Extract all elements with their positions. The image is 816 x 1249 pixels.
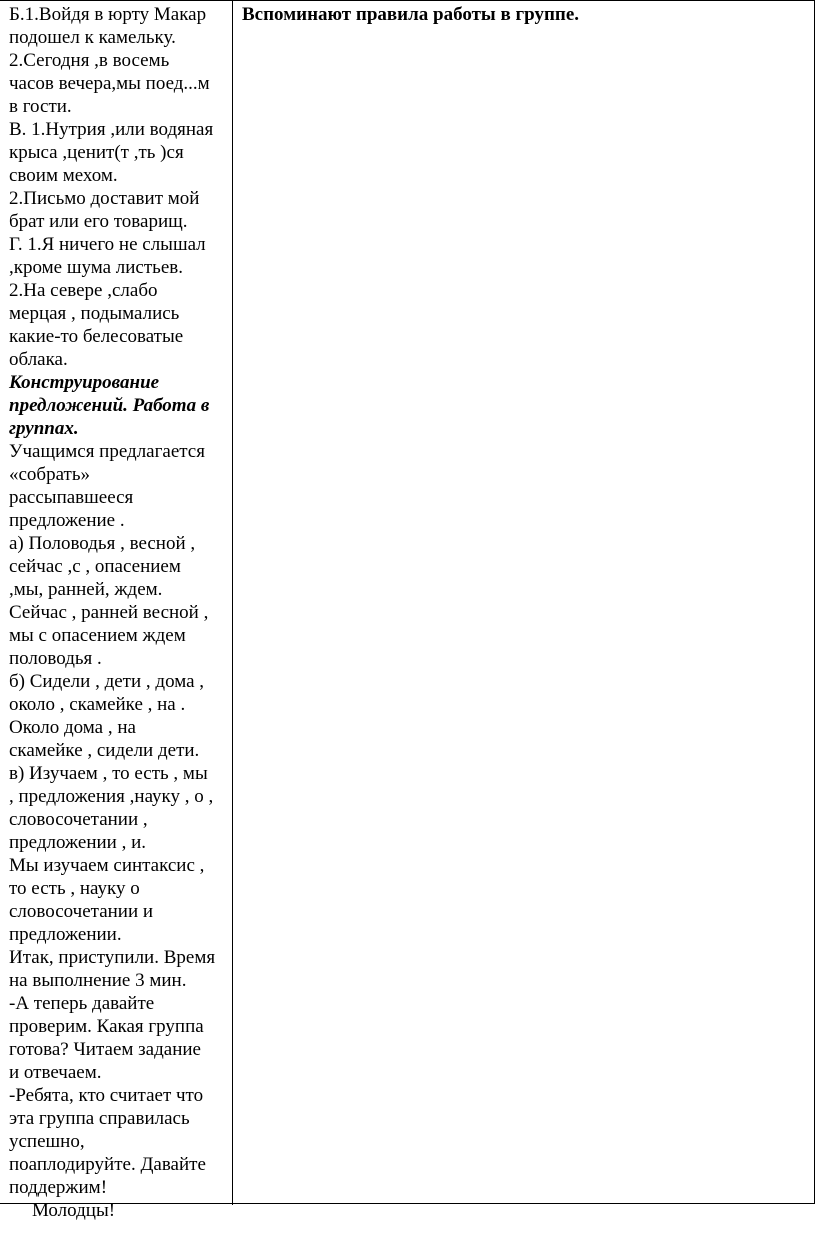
text-line: 2.Сегодня ,в восемь bbox=[9, 50, 170, 71]
text-line: Конструирование bbox=[9, 372, 160, 393]
text-line: около , скамейке , на . bbox=[9, 694, 186, 715]
task-text bbox=[9, 440, 231, 1199]
text-line: рассыпавшееся bbox=[9, 487, 134, 508]
text-line: Около дома , на bbox=[9, 717, 136, 738]
text-line: половодья . bbox=[9, 648, 102, 669]
text-line: Г. 1.Я ничего не слышал bbox=[9, 234, 206, 255]
text-line: , предложения ,науку , о , bbox=[9, 786, 214, 807]
text-line: Итак, приступили. Время bbox=[9, 947, 216, 968]
text-line: скамейке , сидели дети. bbox=[9, 740, 200, 761]
text-line: группах. bbox=[9, 418, 79, 439]
text-line: предложение . bbox=[9, 510, 125, 531]
text-line: ,кроме шума листьев. bbox=[9, 257, 183, 278]
text-line: какие-то белесоватые bbox=[9, 326, 184, 347]
text-line: мерцая , подымались bbox=[9, 303, 180, 324]
text-line: на выполнение 3 мин. bbox=[9, 970, 187, 991]
text-line: готова? Читаем задание bbox=[9, 1039, 201, 1060]
text-line: а) Половодья , весной , bbox=[9, 533, 196, 554]
column-divider bbox=[232, 1, 233, 1205]
text-line: «собрать» bbox=[9, 464, 91, 485]
student-activity-cell bbox=[242, 3, 802, 26]
text-line: предложений. Работа в bbox=[9, 395, 210, 416]
teacher-activity-cell bbox=[9, 3, 231, 1222]
text-line: поддержим! bbox=[9, 1177, 108, 1198]
text-line: проверим. Какая группа bbox=[9, 1016, 204, 1037]
text-line: Мы изучаем синтаксис , bbox=[9, 855, 205, 876]
text-line: в гости. bbox=[9, 96, 72, 117]
text-line: брат или его товарищ. bbox=[9, 211, 188, 232]
text-line: -А теперь давайте bbox=[9, 993, 155, 1014]
text-line: облака. bbox=[9, 349, 68, 370]
text-line: предложении , и. bbox=[9, 832, 147, 853]
text-line: Б.1.Войдя в юрту Макар bbox=[9, 4, 207, 25]
text-line: предложении. bbox=[9, 924, 122, 945]
closing-line: Молодцы! bbox=[32, 1200, 116, 1221]
text-line: то есть , науку о bbox=[9, 878, 140, 899]
text-line: 2.Письмо доставит мой bbox=[9, 188, 200, 209]
text-line: ,мы, ранней, ждем. bbox=[9, 579, 163, 600]
text-line: мы с опасением ждем bbox=[9, 625, 186, 646]
text-line: -Ребята, кто считает что bbox=[9, 1085, 204, 1106]
text-line: В. 1.Нутрия ,или водяная bbox=[9, 119, 214, 140]
text-line: словосочетании , bbox=[9, 809, 148, 830]
section-heading bbox=[9, 371, 231, 440]
text-line: сейчас ,с , опасением bbox=[9, 556, 181, 577]
text-line: и отвечаем. bbox=[9, 1062, 102, 1083]
text-line: поаплодируйте. Давайте bbox=[9, 1154, 206, 1175]
exercise-text bbox=[9, 3, 231, 371]
text-line: Учащимся предлагается bbox=[9, 441, 205, 462]
text-line: часов вечера,мы поед...м bbox=[9, 73, 210, 94]
text-line: б) Сидели , дети , дома , bbox=[9, 671, 205, 692]
text-line: крыса ,ценит(т ,ть )ся bbox=[9, 142, 184, 163]
text-line: подошел к камельку. bbox=[9, 27, 176, 48]
student-activity-text: Вспоминают правила работы в группе. bbox=[242, 4, 580, 25]
text-line: в) Изучаем , то есть , мы bbox=[9, 763, 208, 784]
text-line: своим мехом. bbox=[9, 165, 118, 186]
text-line: успешно, bbox=[9, 1131, 85, 1152]
text-line: Сейчас , ранней весной , bbox=[9, 602, 209, 623]
text-line: словосочетании и bbox=[9, 901, 154, 922]
text-line: 2.На севере ,слабо bbox=[9, 280, 158, 301]
text-line: эта группа справилась bbox=[9, 1108, 190, 1129]
